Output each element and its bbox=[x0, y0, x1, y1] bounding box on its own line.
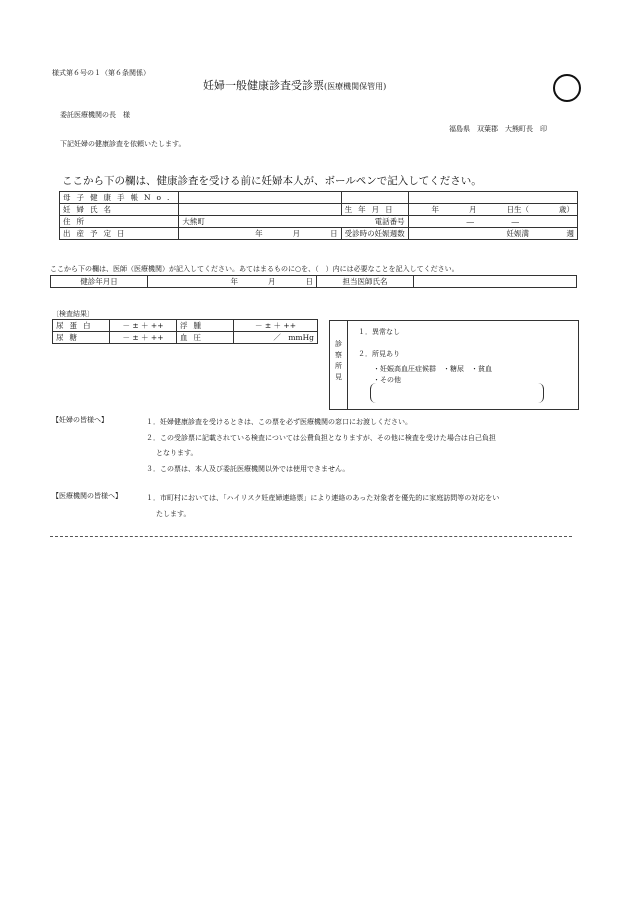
clinic-note-1: １．市町村においては、「ハイリスク妊産婦連絡票」により連絡のあった対象者を優先的に家庭訪問等の対応をい bbox=[146, 494, 500, 502]
urine-sugar-value[interactable]: － ± ＋ ++ bbox=[110, 332, 177, 344]
findings-opt1[interactable]: １．異常なし bbox=[358, 328, 400, 336]
request-text: 下記妊婦の健康診査を依頼いたします。 bbox=[60, 140, 186, 148]
birth-field[interactable]: 年 月 日生（ 歳） bbox=[408, 204, 577, 216]
patient-notes bbox=[146, 415, 496, 477]
clinic-notes bbox=[146, 491, 499, 522]
cut-line bbox=[50, 536, 572, 537]
patient-notes-heading: 【妊婦の皆様へ】 bbox=[52, 416, 108, 424]
issuer: 福島県 双葉郡 大熊町長 印 bbox=[449, 125, 547, 133]
results-table bbox=[52, 319, 318, 344]
weeks-field[interactable]: 妊娠満 週 bbox=[408, 228, 577, 240]
patient-instruction: ここから下の欄は、健康診査を受ける前に妊婦本人が、ボールペンで記入してください。 bbox=[62, 175, 482, 187]
title-main: 妊婦一般健康診査受診票 bbox=[203, 79, 324, 92]
exam-date-field[interactable]: 年 月 日 bbox=[148, 276, 317, 288]
findings-label: 診察所見 bbox=[335, 340, 342, 381]
clinic-notes-heading: 【医療機関の皆様へ】 bbox=[52, 492, 122, 500]
title-sub: (医療機関保管用) bbox=[324, 82, 387, 91]
patient-note-2-cont: となります。 bbox=[156, 449, 198, 457]
findings-opt2[interactable]: ２．所見あり bbox=[358, 350, 400, 358]
handbook-label: 母子健康手帳No. bbox=[60, 192, 179, 204]
due-field[interactable]: 年 月 日 bbox=[179, 228, 341, 240]
doctor-name-label: 担当医師氏名 bbox=[317, 276, 414, 288]
patient-table bbox=[59, 191, 578, 240]
blank-cell bbox=[341, 192, 408, 204]
handbook-extra bbox=[408, 192, 577, 204]
doctor-name-field[interactable] bbox=[414, 276, 577, 288]
phone-label: 電話番号 bbox=[374, 217, 405, 226]
handbook-field[interactable] bbox=[179, 192, 341, 204]
urine-protein-label: 尿蛋白 bbox=[53, 320, 110, 332]
findings-sub2[interactable]: ・その他 bbox=[373, 376, 401, 384]
exam-table bbox=[50, 275, 577, 288]
address-field[interactable] bbox=[179, 216, 408, 228]
edema-value[interactable]: － ± ＋ ++ bbox=[234, 320, 318, 332]
findings-box bbox=[329, 320, 579, 410]
bp-value[interactable]: ／ mmHg bbox=[234, 332, 318, 344]
page-title bbox=[203, 77, 386, 93]
bp-label: 血圧 bbox=[177, 332, 234, 344]
weeks-label: 受診時の妊娠週数 bbox=[341, 228, 408, 240]
name-label: 妊婦氏名 bbox=[60, 204, 179, 216]
addressee: 委託医療機関の長 様 bbox=[60, 111, 130, 119]
urine-protein-value[interactable]: － ± ＋ ++ bbox=[110, 320, 177, 332]
other-bracket[interactable] bbox=[370, 383, 544, 403]
stamp-circle bbox=[553, 74, 581, 102]
form-number: 様式第６号の１（第６条関係） bbox=[52, 69, 150, 77]
patient-note-2: ２．この受診票に記載されている検査については公費負担となりますが、その他に検査を受けた場合は自己負担 bbox=[146, 433, 496, 442]
address-value: 大熊町 bbox=[182, 217, 205, 226]
due-label: 出産予定日 bbox=[60, 228, 179, 240]
name-field[interactable] bbox=[179, 204, 341, 216]
patient-note-1: １．妊婦健康診査を受けるときは、この票を必ず医療機関の窓口にお渡しください。 bbox=[146, 418, 412, 426]
birth-label: 生年月日 bbox=[341, 204, 408, 216]
results-heading: 〔検査結果〕 bbox=[52, 310, 94, 318]
doctor-instruction: ここから下の欄は、医師（医療機関）が記入してください。あてはまるものに○を、（ ）内には必要なことを記入してください。 bbox=[50, 265, 459, 273]
patient-note-3: ３．この票は、本人及び委託医療機関以外では使用できません。 bbox=[146, 464, 350, 473]
address-label: 住所 bbox=[60, 216, 179, 228]
urine-sugar-label: 尿糖 bbox=[53, 332, 110, 344]
exam-date-label: 健診年月日 bbox=[51, 276, 148, 288]
clinic-note-1-cont: たします。 bbox=[156, 509, 191, 518]
findings-sub1[interactable]: ・妊娠高血圧症候群 ・糖尿 ・貧血 bbox=[373, 365, 492, 373]
phone-field[interactable]: ― ― bbox=[408, 216, 577, 228]
edema-label: 浮腫 bbox=[177, 320, 234, 332]
